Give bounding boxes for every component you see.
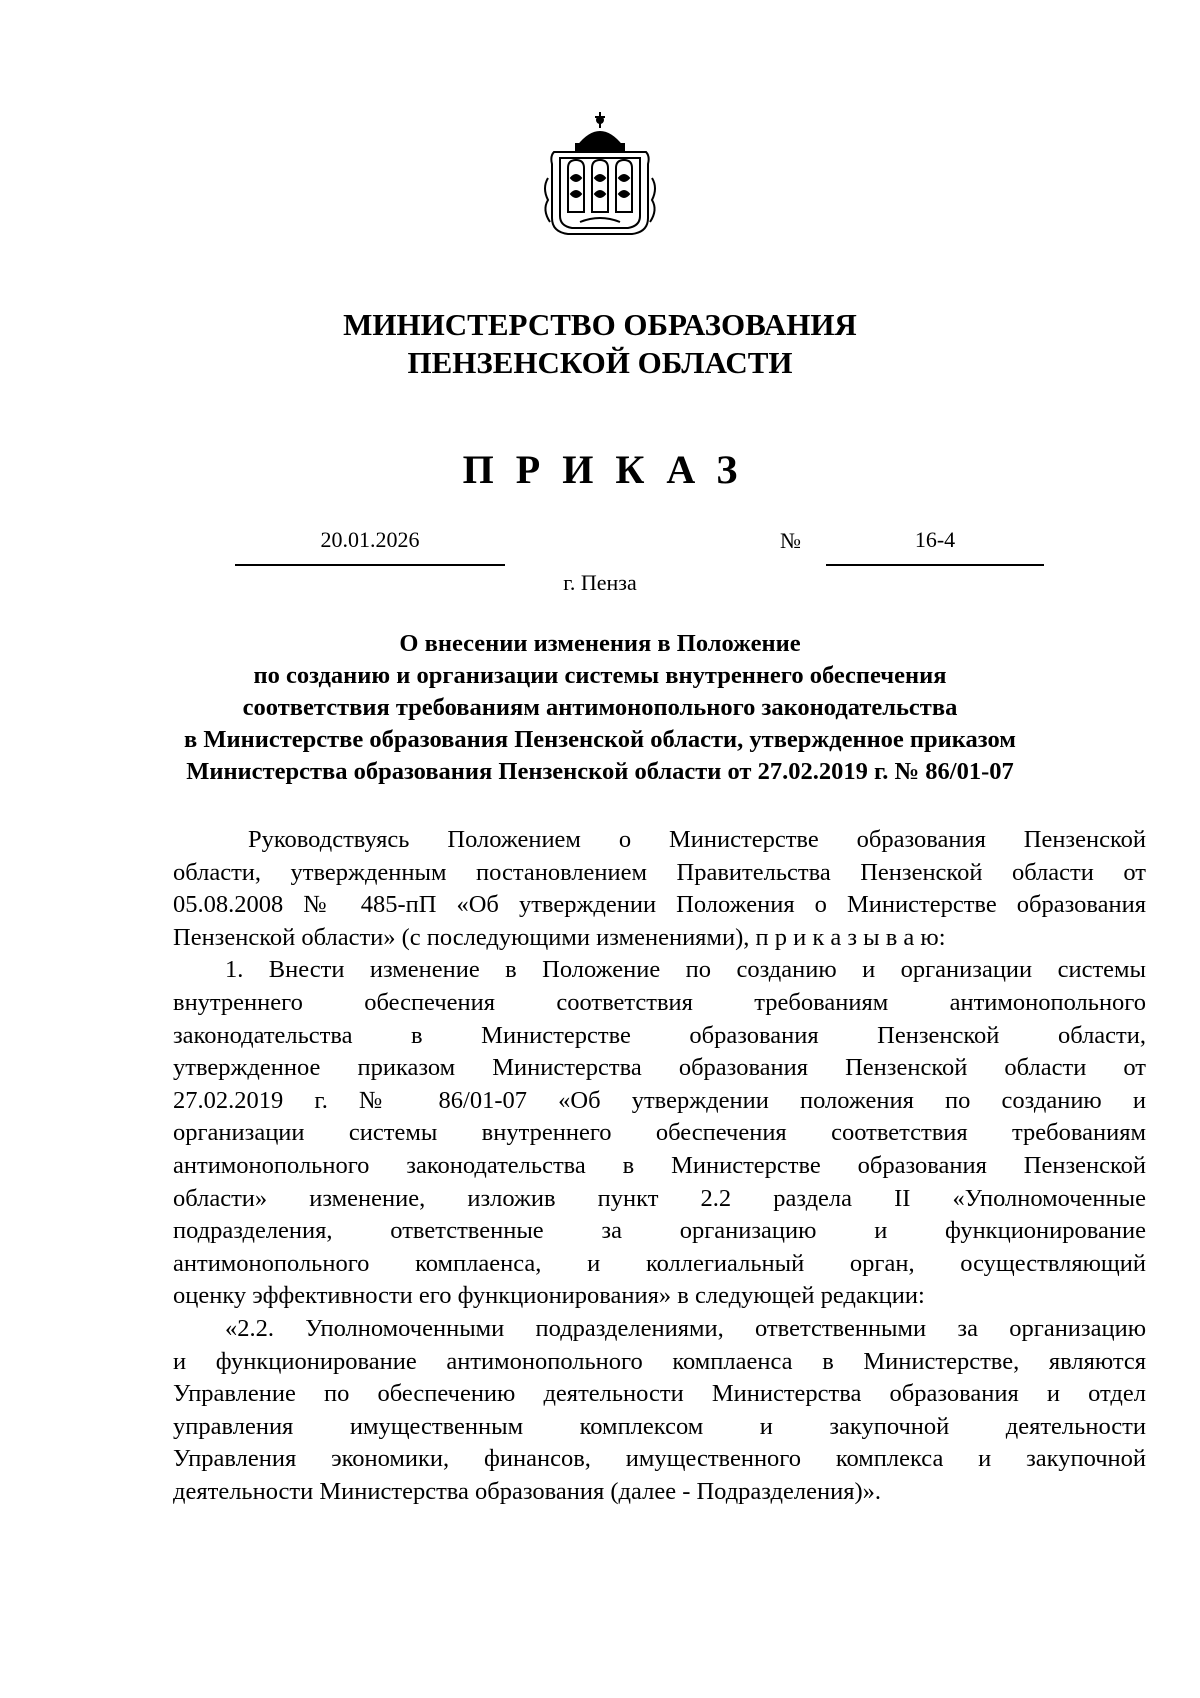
subject-line: соответствия требованиям антимонопольного законодательства xyxy=(242,694,958,721)
body-line: Управление по обеспечению деятельности Министерства образования и отдел xyxy=(173,1380,1146,1408)
body-line: деятельности Министерства образования (далее - Подразделения)». xyxy=(173,1477,882,1505)
subject-line: Министерства образования Пензенской области от 27.02.2019 г. № 86/01-07 xyxy=(186,758,1014,785)
body-line: области, утвержденным постановлением Правительства Пензенской области от xyxy=(173,858,1146,886)
document-type-title: ПРИКАЗ xyxy=(462,447,760,492)
city: г. Пенза xyxy=(563,570,637,595)
order-body xyxy=(173,824,1146,1508)
body-line: области» изменение, изложив пункт 2.2 раздела II «Уполномоченные xyxy=(173,1184,1146,1212)
body-line: организации системы внутреннего обеспечения соответствия требованиям xyxy=(173,1119,1146,1147)
subject-line: О внесении изменения в Положение xyxy=(399,630,801,657)
body-line: 05.08.2008 № 485-пП «Об утверждении Положения о Министерстве образования xyxy=(173,891,1146,919)
order-subject xyxy=(150,628,1050,788)
body-line: 1. Внести изменение в Положение по созданию и организации системы xyxy=(225,956,1146,984)
subject-line: по созданию и организации системы внутреннего обеспечения xyxy=(253,662,947,689)
body-line: подразделения, ответственные за организацию и функционирование xyxy=(173,1217,1146,1245)
body-line: 27.02.2019 г. № 86/01-07 «Об утверждении положения по созданию и xyxy=(173,1086,1146,1114)
body-line: «2.2. Уполномоченными подразделениями, ответственными за организацию xyxy=(225,1314,1146,1342)
body-line: и функционирование антимонопольного комплаенса в Министерстве, являются xyxy=(173,1347,1146,1375)
number-label: № xyxy=(780,528,801,553)
body-line: внутреннего обеспечения соответствия требованиям антимонопольного xyxy=(173,988,1146,1016)
order-date: 20.01.2026 xyxy=(235,526,505,566)
order-number: 16-4 xyxy=(826,526,1044,566)
body-line: антимонопольного законодательства в Министерстве образования Пензенской xyxy=(173,1151,1146,1179)
body-line: управления имущественным комплексом и закупочной деятельности xyxy=(173,1412,1146,1440)
body-line: Управления экономики, финансов, имущественного комплекса и закупочной xyxy=(173,1445,1146,1473)
penza-coat-of-arms-icon xyxy=(540,108,660,246)
body-line: оценку эффективности его функционирования» в следующей редакции: xyxy=(173,1282,925,1310)
body-line: утвержденное приказом Министерства образования Пензенской области от xyxy=(173,1054,1146,1082)
body-line: законодательства в Министерстве образования Пензенской области, xyxy=(173,1021,1146,1049)
body-line: антимонопольного комплаенса, и коллегиальный орган, осуществляющий xyxy=(173,1249,1146,1277)
body-line: Руководствуясь Положением о Министерстве образования Пензенской xyxy=(248,826,1146,853)
body-line: Пензенской области» (с последующими изменениями), п р и к а з ы в а ю: xyxy=(173,923,946,951)
ministry-name-line1: МИНИСТЕРСТВО ОБРАЗОВАНИЯ xyxy=(343,307,857,342)
subject-line: в Министерстве образования Пензенской области, утвержденное приказом xyxy=(184,726,1016,753)
ministry-name-line2: ПЕНЗЕНСКОЙ ОБЛАСТИ xyxy=(407,345,793,380)
